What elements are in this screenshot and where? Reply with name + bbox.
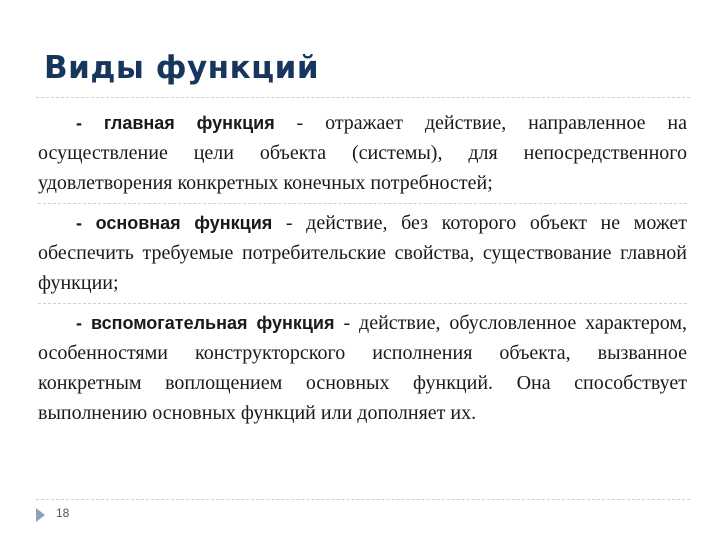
definition-auxiliary-function: - действие, обусловленное характером, особенностями конструкторского исполнения объекта, вызванное конкретным воплощением основных функций. Она способствует выполнению основных функций или дополняет их. <box>38 312 688 424</box>
slide-body <box>38 108 687 433</box>
term-basic-function: основная функция <box>95 213 273 233</box>
bullet-dash: - <box>76 113 104 133</box>
footer-divider <box>36 499 690 500</box>
bullet-dash: - <box>76 213 96 233</box>
title-divider <box>36 97 690 98</box>
paragraph-auxiliary-function <box>38 303 687 433</box>
slide-title: Виды функций <box>44 50 320 86</box>
definition-main-function: - отражает действие, направленное на осуществление цели объекта (системы), для непосредственного удовлетворения конкретных конечных потребностей; <box>38 112 687 194</box>
term-auxiliary-function: вспомогательная функция <box>90 313 335 333</box>
term-main-function: главная функция <box>103 113 275 133</box>
definition-basic-function: - действие, без которого объект не может обеспечить требуемые потребительские свойства, существование главной функции; <box>38 212 688 294</box>
page-number: 18 <box>56 506 70 520</box>
paragraph-main-function <box>38 108 687 203</box>
arrow-right-icon <box>36 508 45 522</box>
bullet-dash: - <box>76 313 91 333</box>
paragraph-basic-function <box>38 203 687 303</box>
